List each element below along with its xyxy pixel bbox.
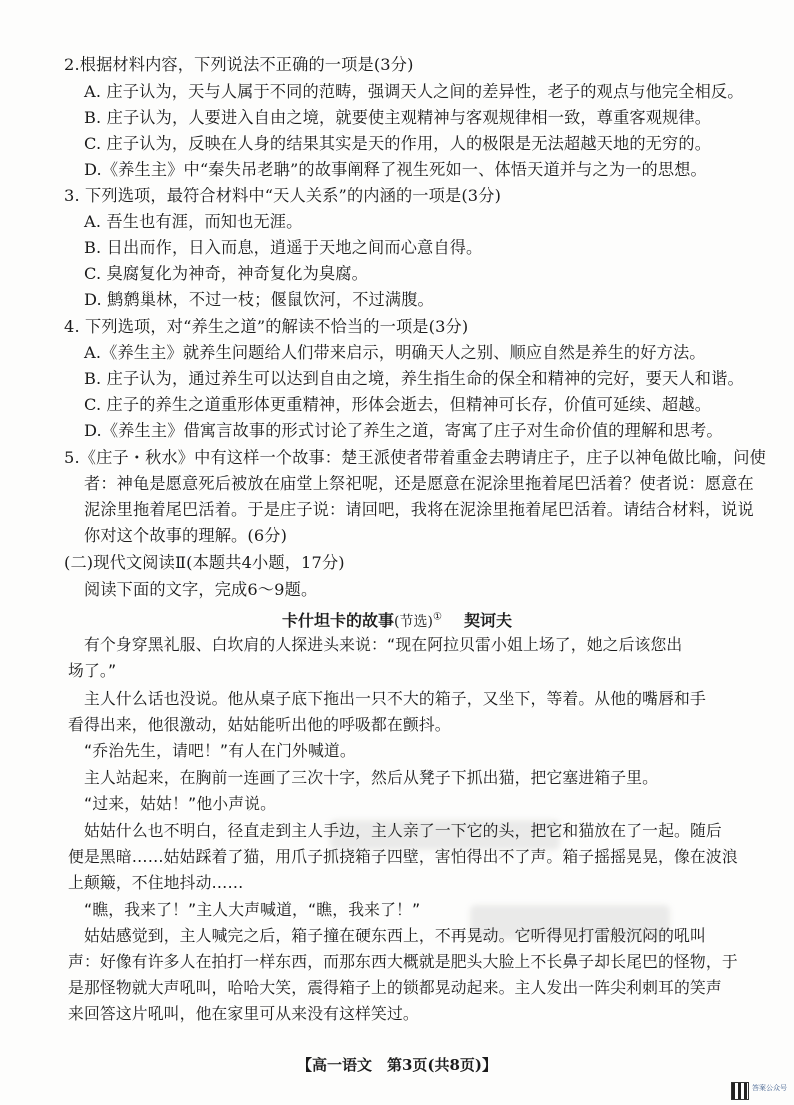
story-paragraph-line: 主人站起来，在胸前一连画了三次十字，然后从凳子下抓出猫，把它塞进箱子里。 (84, 768, 659, 787)
question-4-option-a: A.《养生主》就养生问题给人们带来启示，明确天人之别、顺应自然是养生的好方法。 (84, 343, 706, 362)
story-paragraph-line: “乔治先生，请吧！”有人在门外喊道。 (84, 741, 356, 760)
story-paragraph-line: 看得出来，他很激动，姑姑能听出他的呼吸都在颤抖。 (68, 715, 451, 734)
question-3-option-b: B. 日出而作，日入而息，逍遥于天地之间而心意自得。 (84, 238, 483, 257)
question-2-option-d: D.《养生主》中“秦失吊老聃”的故事阐释了视生死如一、体悟天道并与之为一的思想。 (84, 160, 707, 179)
story-paragraph-line: 声：好像有许多人在拍打一样东西，而那东西大概就是肥头大脸上不长鼻子却长尾巴的怪物，于 (68, 952, 738, 971)
story-title-note: (节选) (394, 614, 433, 630)
story-paragraph-line: 姑姑什么也不明白，径直走到主人手边，主人亲了一下它的头，把它和猫放在了一起。随后 (84, 821, 722, 840)
footnote-marker: ① (432, 611, 442, 623)
question-3-option-a: A. 吾生也有涯，而知也无涯。 (84, 212, 303, 231)
story-title-line (0, 608, 794, 631)
question-2-option-b: B. 庄子认为，人要进入自由之境，就要使主观精神与客观规律相一致，尊重客观规律。 (84, 108, 712, 127)
question-3-option-d: D. 鹪鹩巢林，不过一枝；偃鼠饮河，不过满腹。 (84, 290, 434, 309)
story-paragraph-line: 是那怪物就大声吼叫，哈哈大笑，震得箱子上的锁都晃动起来。主人发出一阵尖利刺耳的笑声 (68, 978, 722, 997)
story-paragraph-line: 有个身穿黑礼服、白坎肩的人探进头来说：“现在阿拉贝雷小姐上场了，她之后该您出 (84, 635, 683, 654)
question-5-line-2: 者：神龟是愿意死后被放在庙堂上祭祀呢，还是愿意在泥涂里拖着尾巴活着？使者说：愿意在 (84, 474, 754, 493)
brand-watermark: 答案公众号 (752, 1084, 787, 1092)
reading-instruction: 阅读下面的文字，完成6～9题。 (84, 580, 318, 599)
story-paragraph-line: “过来，姑姑！”他小声说。 (84, 794, 277, 813)
story-title: 卡什坦卡的故事 (282, 611, 395, 630)
story-paragraph-line: 姑姑感觉到，主人喊完之后，箱子撞在硬东西上，不再晃动。它听得见打雷般沉闷的吼叫 (84, 926, 706, 945)
question-5-line-3: 泥涂里拖着尾巴活着。于是庄子说：请回吧，我将在泥涂里拖着尾巴活着。请结合材料，说说 (84, 500, 754, 519)
story-paragraph-line: 来回答这片吼叫，他在家里可从来没有这样笑过。 (68, 1004, 419, 1023)
question-4-stem: 4. 下列选项，对“养生之道”的解读不恰当的一项是(3分) (64, 317, 469, 336)
question-4-option-c: C. 庄子的养生之道重形体更重精神，形体会逝去，但精神可长存，价值可延续、超越。 (84, 395, 712, 414)
section-header: (二)现代文阅读Ⅱ(本题共4小题，17分) (64, 553, 345, 572)
story-paragraph-line: “瞧，我来了！”主人大声喊道，“瞧，我来了！” (84, 900, 421, 919)
question-4-option-b: B. 庄子认为，通过养生可以达到自由之境，养生指生命的保全和精神的完好，要天人和谐。 (84, 369, 744, 388)
question-5-line-4: 你对这个故事的理解。(6分) (84, 526, 288, 545)
story-paragraph-line: 主人什么话也没说。他从桌子底下拖出一只不大的箱子，又坐下，等着。从他的嘴唇和手 (84, 689, 706, 708)
story-paragraph-line: 便是黑暗……姑姑踩着了猫，用爪子抓挠箱子四壁，害怕得出不了声。箱子摇摇晃晃，像在波浪 (68, 847, 738, 866)
question-2-stem: 2.根据材料内容，下列说法不正确的一项是(3分) (64, 55, 414, 74)
qr-code-icon (731, 1082, 749, 1100)
question-3-stem: 3. 下列选项，最符合材料中“天人关系”的内涵的一项是(3分) (64, 186, 502, 205)
question-3-option-c: C. 臭腐复化为神奇，神奇复化为臭腐。 (84, 264, 368, 283)
story-author: 契诃夫 (463, 611, 512, 630)
question-2-option-c: C. 庄子认为，反映在人身的结果其实是天的作用，人的极限是无法超越天地的无穷的。 (84, 134, 712, 153)
story-paragraph-line: 上颠簸，不住地抖动…… (68, 873, 244, 892)
page-footer: 【高一语文 第3页(共8页)】 (296, 1056, 498, 1074)
question-2-option-a: A. 庄子认为，天与人属于不同的范畴，强调天人之间的差异性，老子的观点与他完全相反。 (84, 82, 744, 101)
story-paragraph-line: 场了。” (68, 661, 117, 680)
question-4-option-d: D.《养生主》借寓言故事的形式讨论了养生之道，寄寓了庄子对生命价值的理解和思考。 (84, 421, 723, 440)
question-5-line-1: 5.《庄子・秋水》中有这样一个故事：楚王派使者带着重金去聘请庄子，庄子以神龟做比喻，问使 (64, 448, 766, 467)
